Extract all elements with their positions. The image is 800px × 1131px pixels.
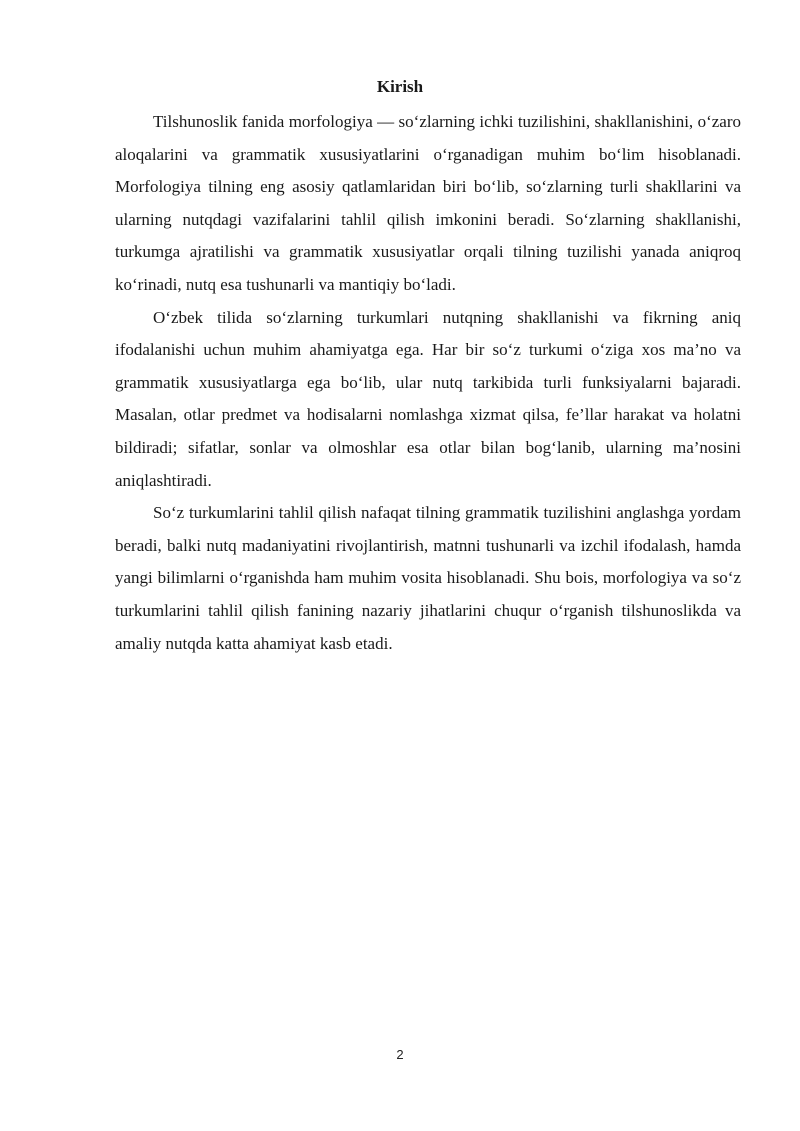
paragraph-1: Tilshunoslik fanida morfologiya — so‘zlarning ichki tuzilishini, shakllanishini, o‘zaro aloqalarini va grammatik xususiyatlarini o‘rganadigan muhim bo‘lim hisoblanadi. Morfologiya tilning eng asosiy qatlamlaridan biri bo‘lib, so‘zlarning turli shakllarini va ularning nutqdagi vazifalarini tahlil qilish imkonini beradi. So‘zlarning shakllanishi, turkumga ajratilishi va grammatik xususiyatlar orqali tilning tuzilishi yanada aniqroq ko‘rinadi, nutq esa tushunarli va mantiqiy bo‘ladi. (115, 112, 741, 294)
paragraph-2: O‘zbek tilida so‘zlarning turkumlari nutqning shakllanishi va fikrning aniq ifodalanishi uchun muhim ahamiyatga ega. Har bir so‘z turkumi o‘ziga xos ma’no va grammatik xususiyatlarga ega bo‘lib, ular nutq tarkibida turli funksiyalarni bajaradi. Masalan, otlar predmet va hodisalarni nomlashga xizmat qilsa, fe’llar harakat va holatni bildiradi; sifatlar, sonlar va olmoshlar esa otlar bilan bog‘lanib, ularning ma’nosini aniqlashtiradi. (115, 307, 741, 490)
body-text (115, 106, 741, 660)
paragraph-3: So‘z turkumlarini tahlil qilish nafaqat tilning grammatik tuzilishini anglashga yordam beradi, balki nutq madaniyatini rivojlantirish, matnni tushunarli va izchil ifodalash, hamda yangi bilimlarni o‘rganishda ham muhim vosita hisoblanadi. Shu bois, morfologiya va so‘z turkumlarini tahlil qilish fanining nazariy jihatlarini chuqur o‘rganish tilshunoslikda va amaliy nutqda katta ahamiyat kasb etadi. (115, 503, 741, 653)
page-number: 2 (396, 1047, 404, 1062)
page-title: Kirish (376, 77, 424, 96)
